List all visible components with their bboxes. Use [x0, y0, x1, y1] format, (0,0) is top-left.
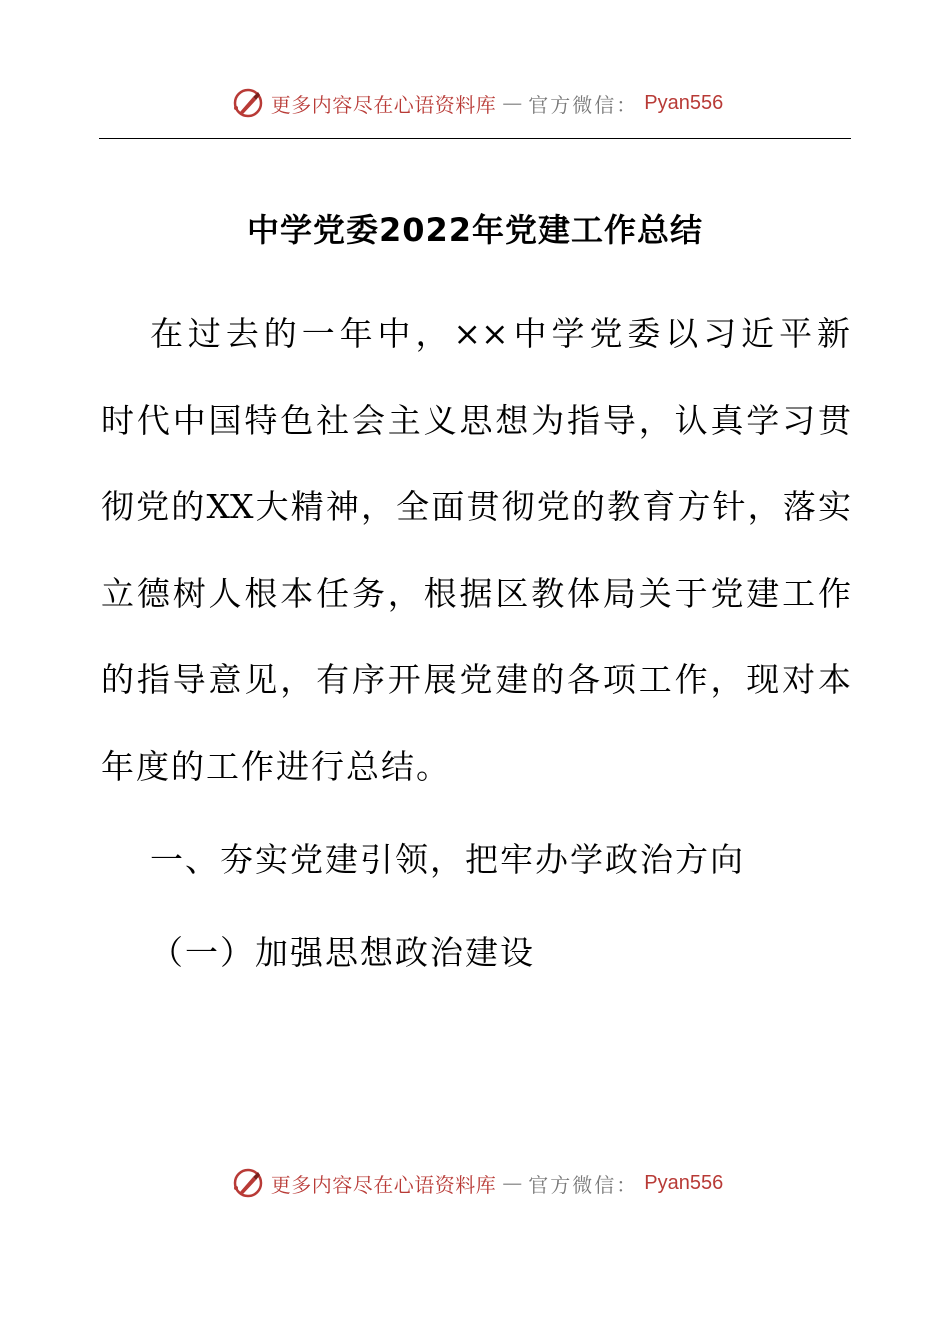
watermark-content — [231, 86, 723, 120]
footer-watermark — [0, 1158, 950, 1208]
paragraph-line: 时代中国特色社会主义思想为指导，认真学习贯 — [101, 401, 851, 440]
header-divider — [99, 138, 851, 139]
watermark-contact-id: Pyan556 — [644, 1171, 724, 1194]
paragraph-line: 在过去的一年中，××中学党委以习近平新 — [150, 314, 850, 353]
watermark-contact-id: Pyan556 — [644, 91, 724, 114]
watermark-text: 更多内容尽在心语资料库 — [270, 92, 497, 117]
paragraph-line: 彻党的XX大精神，全面贯彻党的教育方针，落实 — [101, 487, 851, 526]
paragraph-line: 年度的工作进行总结。 — [101, 747, 451, 786]
subsection-heading: （一）加强思想政治建设 — [150, 933, 535, 972]
document-title: 中学党委2022年党建工作总结 — [246, 211, 704, 249]
watermark-text: 更多内容尽在心语资料库 — [270, 1172, 497, 1197]
watermark-content — [231, 1166, 723, 1200]
pen-nib-logo-icon — [231, 1166, 265, 1200]
watermark-contact-label: 官方微信： — [528, 1172, 639, 1197]
header-watermark — [0, 78, 950, 128]
section-heading: 一、夯实党建引领，把牢办学政治方向 — [150, 840, 745, 879]
paragraph-line: 立德树人根本任务，根据区教体局关于党建工作 — [101, 574, 851, 613]
paragraph-line: 的指导意见，有序开展党建的各项工作，现对本 — [101, 660, 851, 699]
watermark-contact-label: 官方微信： — [528, 92, 639, 117]
pen-nib-logo-icon — [231, 86, 265, 120]
watermark-dash: — — [502, 91, 523, 115]
watermark-dash: — — [502, 1171, 523, 1195]
